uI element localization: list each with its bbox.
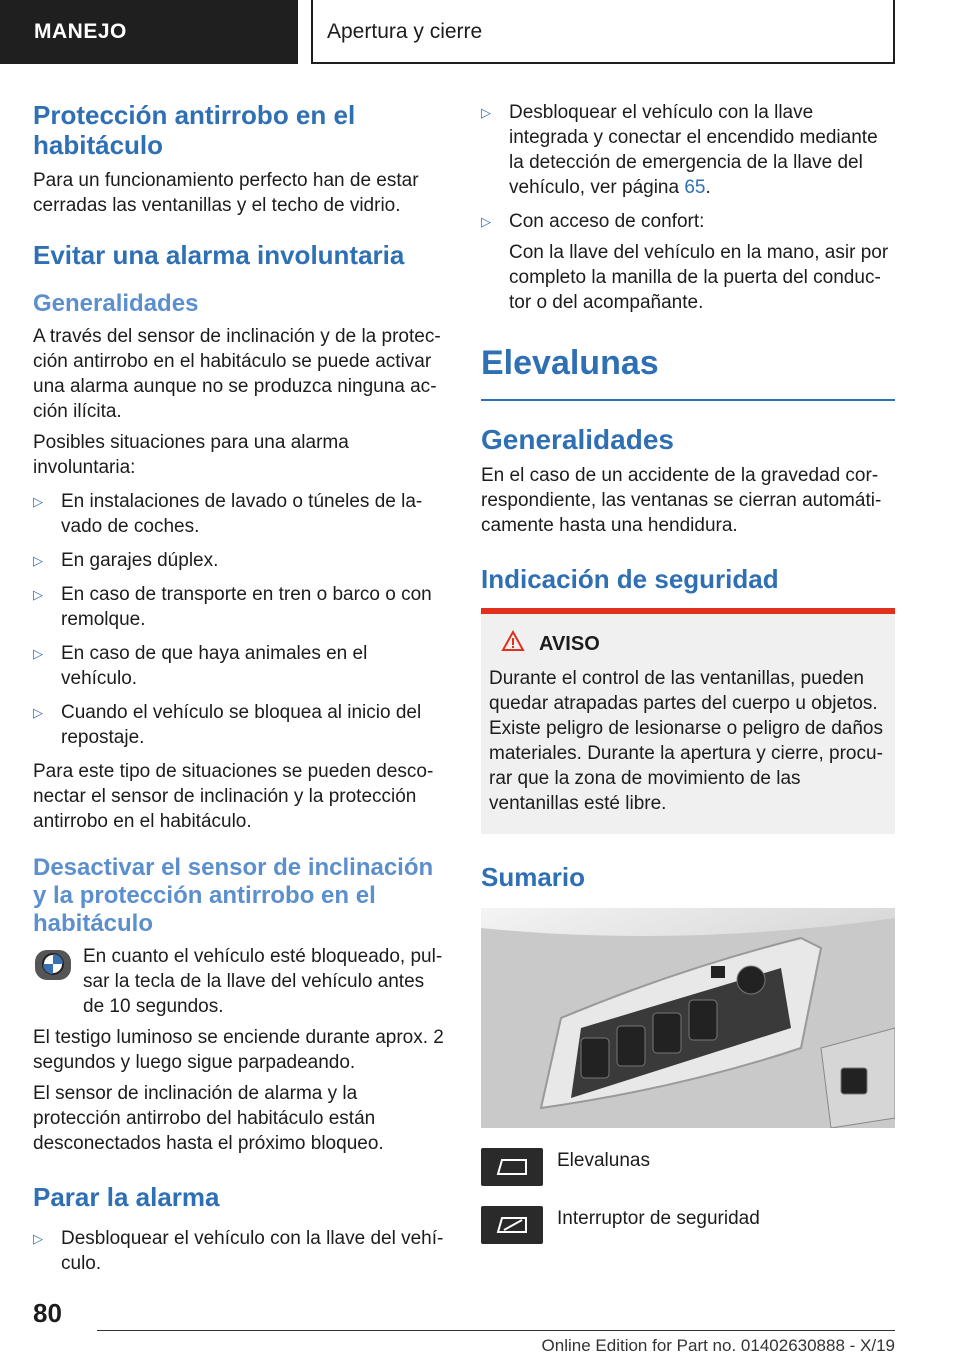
text-accidente: En el caso de un accidente de la gravedad correspondiente, las ventanas se cierran automáticamente hasta una hendidura. <box>481 465 882 536</box>
bullet-triangle-icon: ▷ <box>33 646 43 661</box>
text-sensor-desconectado: El sensor de inclinación de alarma y la protección antirrobo del habitáculo están desconectados hasta el próximo bloqueo. <box>33 1083 384 1154</box>
bullet-triangle-icon: ▷ <box>481 105 491 120</box>
footer-divider <box>97 1330 895 1331</box>
text-proteccion: Para un funcionamiento perfecto han de estar cerradas las ventanillas y el techo de vidrio. <box>33 170 419 216</box>
text-generalidades-2: Posibles situaciones para una alarma involuntaria: <box>33 432 349 478</box>
heading-proteccion: Protección antirrobo en el habitáculo <box>33 100 356 160</box>
text-generalidades-1: A través del sensor de inclinación y de la protección antirrobo en el habitáculo se puede activar una alarma aunque no se produzca ninguna acción ilícita. <box>33 326 441 422</box>
warning-text: Durante el control de las ventanillas, pueden quedar atrapadas partes del cuerpo u objetos. Existe peligro de lesionarse o peligro de daños materiales. Durante la apertura y cierre, procurar que la zona de movimiento de las ventanillas esté libre. <box>489 668 883 814</box>
page-link[interactable]: 65 <box>684 177 706 198</box>
list-item: ▷ En garajes dúplex. <box>33 550 219 571</box>
remote-key-icon <box>33 944 73 1025</box>
bullet-triangle-icon: ▷ <box>481 214 491 229</box>
safety-switch-icon <box>481 1206 543 1244</box>
list-item: ▷ Desbloquear el vehículo con la llave integrada y conectar el encendido mediante la detección de emergencia de la llave del vehículo, ver página 65. <box>481 102 878 198</box>
bullet-triangle-icon: ▷ <box>33 494 43 509</box>
bullet-triangle-icon: ▷ <box>33 587 43 602</box>
heading-sumario: Sumario <box>481 862 586 892</box>
list-item: ▷ En caso de que haya animales en el vehículo. <box>33 643 368 689</box>
list-item: ▷ En caso de transporte en tren o barco o con remolque. <box>33 584 432 630</box>
text-desconectar: Para este tipo de situaciones se pueden desconectar el sensor de inclinación y la protección antirrobo en el habitáculo. <box>33 761 434 832</box>
warning-title: AVISO <box>489 630 887 658</box>
header-section: MANEJO <box>0 0 298 64</box>
warning-box <box>481 608 895 834</box>
window-switch-icon <box>481 1148 543 1186</box>
warning-triangle-icon <box>501 630 525 658</box>
list-item: ▷ Con acceso de confort: <box>481 211 705 232</box>
list-item: ▷ En instalaciones de lavado o túneles de lavado de coches. <box>33 491 423 537</box>
legend-item <box>481 1206 895 1244</box>
heading-indicacion-seguridad: Indicación de seguridad <box>481 564 779 594</box>
bullet-triangle-icon: ▷ <box>33 1231 43 1246</box>
heading-elevalunas: Elevalunas <box>481 343 895 401</box>
heading-generalidades-left: Generalidades <box>33 290 199 317</box>
heading-generalidades-right: Generalidades <box>481 424 674 455</box>
bullet-triangle-icon: ▷ <box>33 705 43 720</box>
page-number: 80 <box>33 1298 62 1328</box>
heading-parar-alarma: Parar la alarma <box>33 1182 220 1212</box>
window-controls-photo <box>481 908 895 1128</box>
footer-text: Online Edition for Part no. 01402630888 - X/19 <box>541 1336 895 1355</box>
list-item: ▷ Desbloquear el vehículo con la llave del vehículo. <box>33 1228 444 1274</box>
text-remote: En cuanto el vehículo esté bloqueado, pulsar la tecla de la llave del vehículo antes de 10 segundos. <box>83 946 443 1017</box>
legend-item <box>481 1148 895 1186</box>
text-acceso-confort: Con la llave del vehículo en la mano, asir por completo la manilla de la puerta del conductor o del acompañante. <box>509 242 889 313</box>
heading-desactivar: Desactivar el sensor de inclinación y la protección antirrobo en el habitáculo <box>33 854 434 937</box>
list-item: ▷ Cuando el vehículo se bloquea al inicio del repostaje. <box>33 702 422 748</box>
remote-instruction <box>33 944 448 1025</box>
heading-evitar-alarma: Evitar una alarma involuntaria <box>33 240 405 270</box>
right-column <box>481 100 895 1244</box>
legend-label: Interruptor de seguridad <box>557 1208 760 1229</box>
text-testigo: El testigo luminoso se enciende durante aprox. 2 segundos y luego sigue parpadeando. <box>33 1027 444 1073</box>
header-chapter: Apertura y cierre <box>311 0 895 64</box>
legend-label: Elevalunas <box>557 1150 650 1171</box>
bullet-triangle-icon: ▷ <box>33 553 43 568</box>
left-column <box>33 100 448 1285</box>
